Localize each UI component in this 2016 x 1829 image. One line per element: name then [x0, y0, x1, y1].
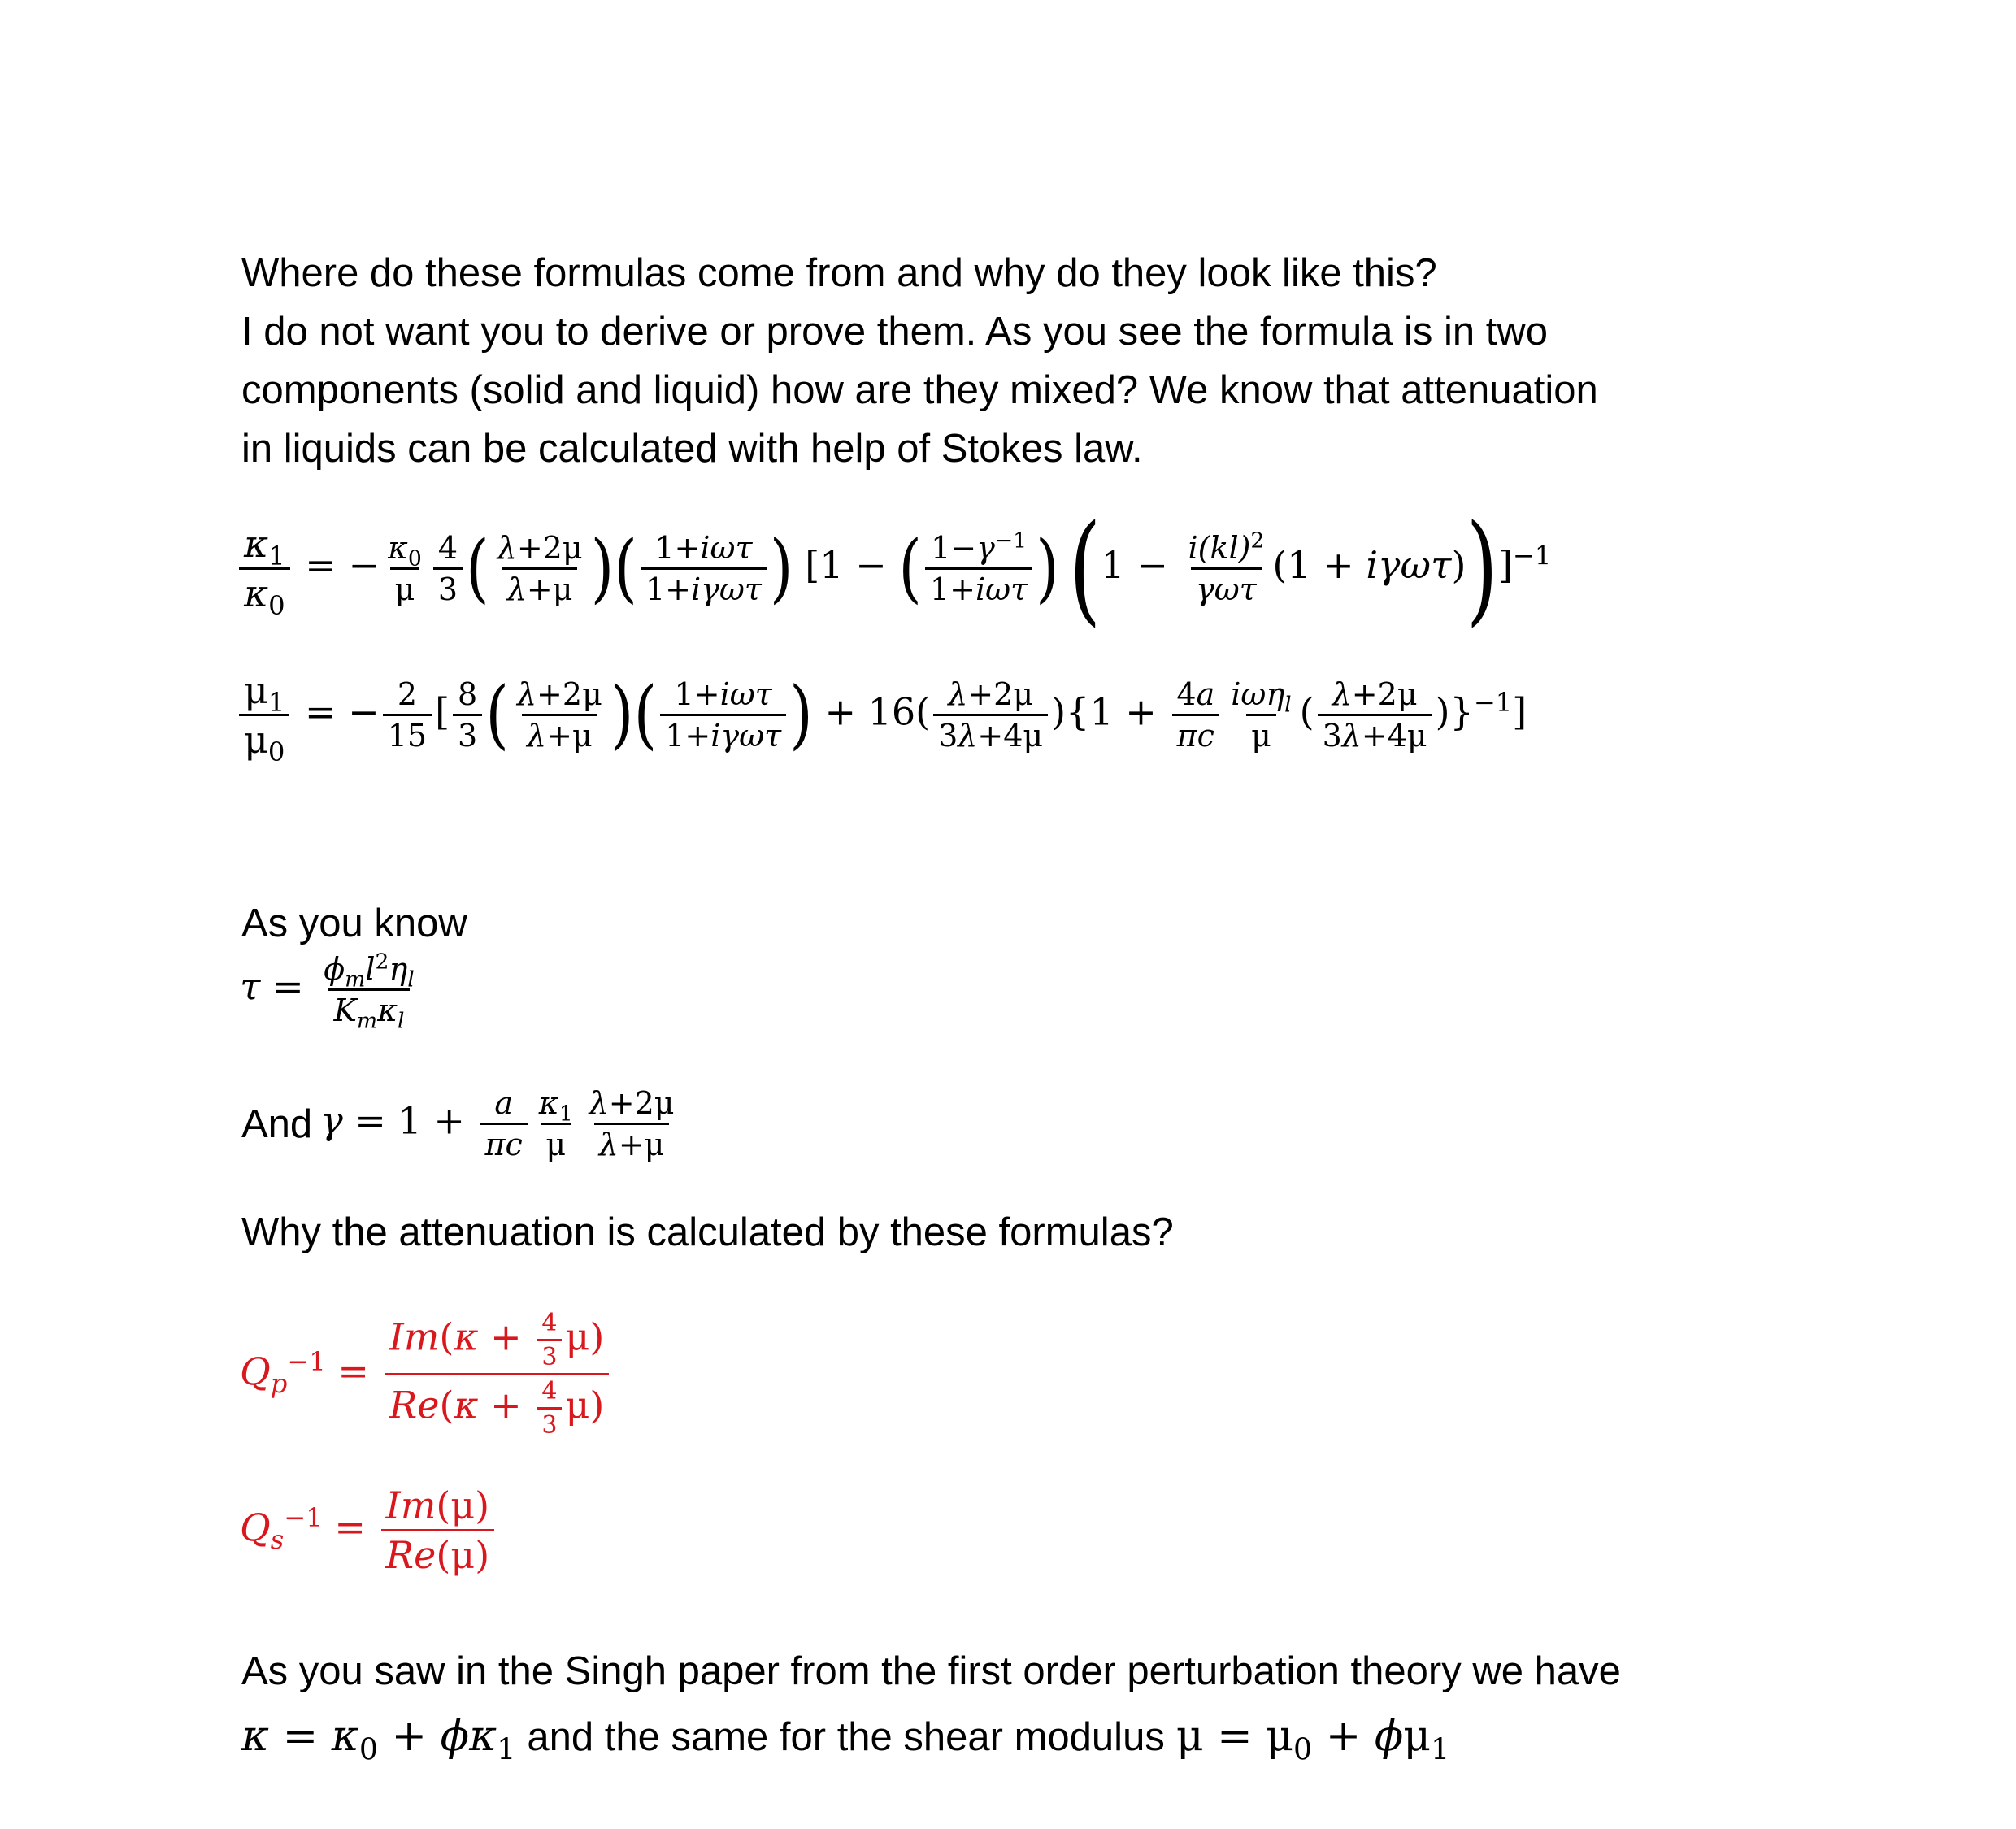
- equation-qp-inverse: $Q_p^{-1}$ = Im(κ + $\frac{4}{3}$ μ) Re(κ + $\frac{4}{3}$ μ): [240, 1309, 612, 1440]
- equation-kappa-ratio: $\frac{\kappa_1}{\kappa_0}$ = − $\frac{\kappa_0}{\mu}$ $\frac{4}{3}$ ( $\frac{\lambda+2\mu}{\lambda+\mu}$ )( $\frac{\text{1+iωτ}}{\text{1+iγωτ}}$ ) [1 − ( $\frac{1-\gamma^{-1}}{\text{1+iωτ}}$ ) (1 − $\frac{i(kl)^2}{\text{γωτ}}$ (1 + iγωτ))]$^{-1}$: [236, 520, 1551, 616]
- and-label: And: [241, 1101, 313, 1146]
- closing-line-2: [241, 1707, 1449, 1766]
- equation-tau: τ = $\frac{\phi_ml^2\eta_l}{K_m\kappa_l}$: [240, 949, 415, 1034]
- equation-qs-inverse: $Q_s^{-1}$ = $\frac{Im(\mu)}{Re(\mu)}$: [240, 1484, 497, 1577]
- intro-line-3: components (solid and liquid) how are they mixed? We know that attenuation: [241, 368, 1598, 412]
- closing-line-1: As you saw in the Singh paper from the first order perturbation theory we have: [241, 1649, 1621, 1693]
- equation-gamma: And γ = 1 + $\frac{a}{\pi c}$ $\frac{\kappa_1}{\mu}$ $\frac{\lambda+2\mu}{\lambda+\mu}$: [241, 1085, 675, 1162]
- closing-mid-text: and the same for the shear modulus: [527, 1715, 1165, 1759]
- equation-kappa-perturbation: $\kappa = \kappa_0 + \phi\kappa_1$: [241, 1712, 516, 1767]
- why-question: Why the attenuation is calculated by these formulas?: [241, 1210, 1174, 1254]
- intro-line-4: in liquids can be calculated with help of Stokes law.: [241, 427, 1143, 471]
- intro-line-2: I do not want you to derive or prove them. As you see the formula is in two: [241, 310, 1548, 354]
- as-you-know-label: As you know: [241, 901, 467, 945]
- intro-line-1: Where do these formulas come from and why do they look like this?: [241, 251, 1437, 295]
- equation-mu-perturbation: $\mu = \mu_0 + \phi\mu_1$: [1175, 1712, 1450, 1767]
- equation-mu-ratio: $\frac{\mu_1}{\mu_0}$ = − $\frac{2}{15}$ [ $\frac{8}{3}$ ( $\frac{\lambda+2\mu}{\lambda+\mu}$ )( $\frac{\text{1+iωτ}}{\text{1+iγωτ}}$ ) + 16( $\frac{\lambda+2\mu}{3\lambda+4\mu}$ ){1 + $\frac{4a}{\pi c}$ $\frac{i\omega\eta_l}{\mu}$ ( $\frac{\lambda+2\mu}{3\lambda+4\mu}$ )}$^{-1}$]: [236, 668, 1527, 762]
